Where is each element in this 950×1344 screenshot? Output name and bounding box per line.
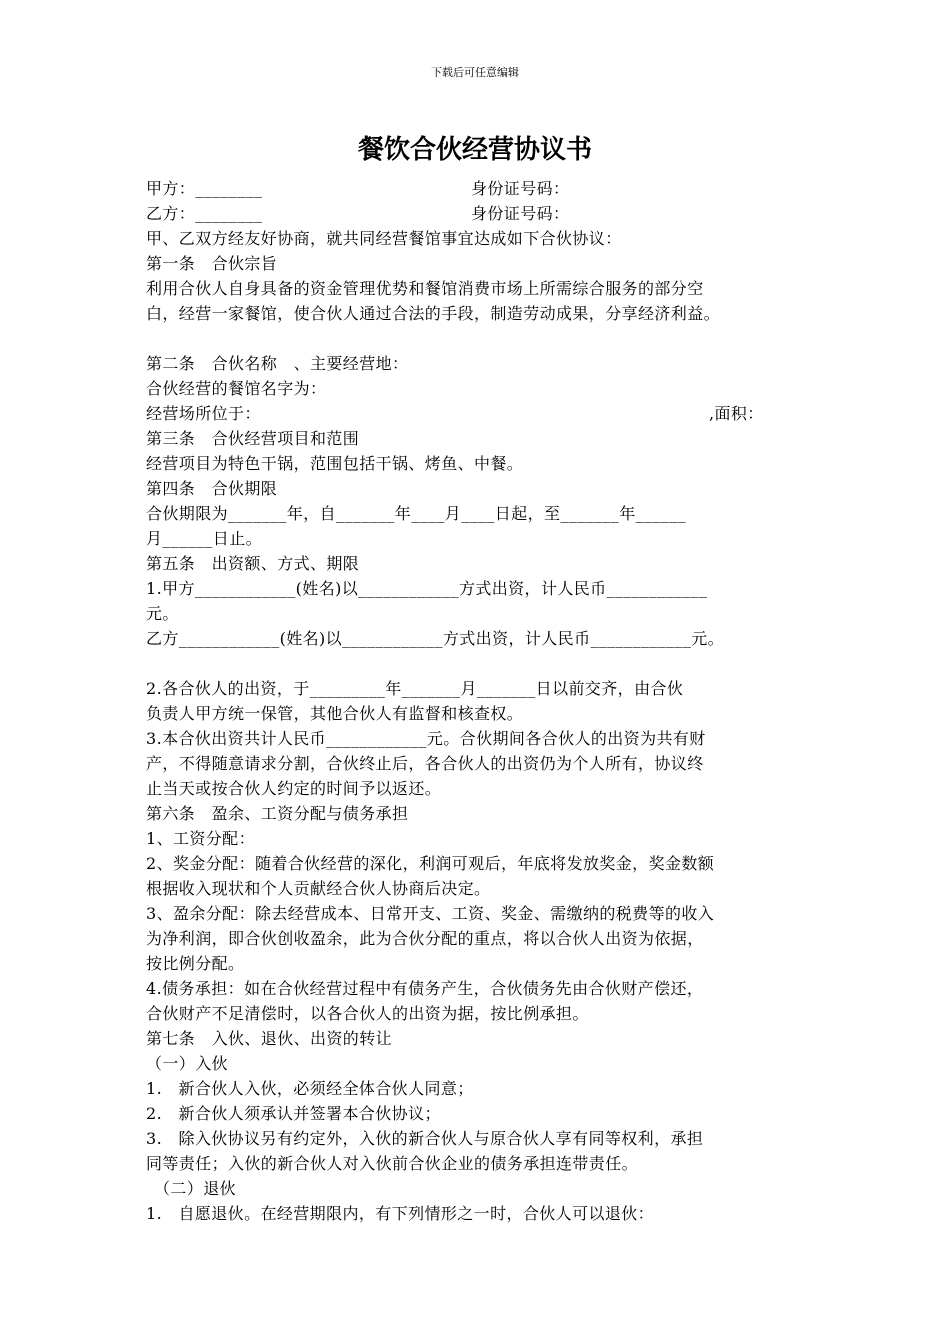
page-header: 下载后可任意编辑 [431,66,519,79]
spacer [146,326,812,351]
article-2-title: 第二条 合伙名称 、主要经营地： [146,354,409,373]
article-7-text: 1. 自愿退伙。在经营期限内，有下列情形之一时，合伙人可以退伙： [146,1204,655,1223]
document-title: 餐饮合伙经营协议书 [357,135,592,165]
article-2-restaurant-name: 合伙经营的餐馆名字为： [146,379,327,398]
party-b-row [146,201,812,226]
article-4-text: 合伙期限为_______年，自_______年____月____日起，至_______年______ [146,504,687,523]
article-7-text: 1. 新合伙人入伙，必须经全体合伙人同意； [146,1079,474,1098]
article-6-text: 为净利润，即合伙创收盈余，此为合伙分配的重点，将以合伙人出资为依据， [146,929,704,948]
article-1-title: 第一条 合伙宗旨 [146,254,278,273]
document-body [146,176,812,1226]
party-a-row [146,176,812,201]
article-5-text: 3.本合伙出资共计人民币____________元。合伙期间各合伙人的出资为共有财 [146,729,706,748]
article-5-text: 止当天或按合伙人约定的时间予以返还。 [146,779,442,798]
article-6-text: 合伙财产不足清偿时，以各合伙人的出资为据，按比例承担。 [146,1004,589,1023]
article-7-text: 3. 除入伙协议另有约定外，入伙的新合伙人与原合伙人享有同等权利，承担 [146,1129,704,1148]
article-6-text: 4.债务承担：如在合伙经营过程中有债务产生，合伙债务先由合伙财产偿还， [146,979,704,998]
article-7-text: 同等责任；入伙的新合伙人对入伙前合伙企业的债务承担连带责任。 [146,1154,639,1173]
article-6-text: 2、奖金分配：随着合伙经营的深化，利润可观后，年底将发放奖金，奖金数额 [146,854,715,873]
article-7-subheading: （一）入伙 [146,1054,229,1073]
party-a-id-label: 身份证号码： [471,179,570,198]
party-b-label: 乙方：________ [146,204,263,223]
article-5-text: 产，不得随意请求分割，合伙终止后，各合伙人的出资仍为个人所有，协议终 [146,754,704,773]
article-5-title: 第五条 出资额、方式、期限 [146,554,360,573]
article-5-text: 2.各合伙人的出资，于_________年_______月_______日以前交齐，由合伙 [146,679,684,698]
article-1-text: 白，经营一家餐馆，使合伙人通过合法的手段，制造劳动成果，分享经济利益。 [146,304,721,323]
party-b-id-label: 身份证号码： [471,204,570,223]
article-7-text: 2. 新合伙人须承认并签署本合伙协议； [146,1104,441,1123]
article-2-place-row [146,401,812,426]
article-6-text: 3、盈余分配：除去经营成本、日常开支、工资、奖金、需缴纳的税费等的收入 [146,904,715,923]
article-7-title: 第七条 入伙、退伙、出资的转让 [146,1029,393,1048]
article-7-subheading: （二）退伙 [154,1179,237,1198]
intro-paragraph: 甲、乙双方经友好协商，就共同经营餐馆事宜达成如下合伙协议： [146,229,622,248]
article-6-text: 1、工资分配： [146,829,255,848]
article-6-title: 第六条 盈余、工资分配与债务承担 [146,804,409,823]
article-2-place-label: 经营场所位于： [146,404,261,423]
article-1-text: 利用合伙人自身具备的资金管理优势和餐馆消费市场上所需综合服务的部分空 [146,279,704,298]
article-5-text: 1.甲方____________(姓名)以____________方式出资，计人民币____________ [146,579,708,598]
article-2-area-label: ,面积： [709,404,764,423]
article-5-text: 乙方____________(姓名)以____________方式出资，计人民币____________元。 [146,629,725,648]
article-6-text: 按比例分配。 [146,954,245,973]
article-3-title: 第三条 合伙经营项目和范围 [146,429,360,448]
article-6-text: 根据收入现状和个人贡献经合伙人协商后决定。 [146,879,491,898]
article-5-text: 元。 [146,604,179,623]
article-4-text: 月______日止。 [146,529,263,548]
article-4-title: 第四条 合伙期限 [146,479,278,498]
party-a-label: 甲方：________ [146,179,263,198]
spacer [146,651,812,676]
article-3-text: 经营项目为特色干锅，范围包括干锅、烤鱼、中餐。 [146,454,524,473]
article-5-text: 负责人甲方统一保管，其他合伙人有监督和核查权。 [146,704,524,723]
